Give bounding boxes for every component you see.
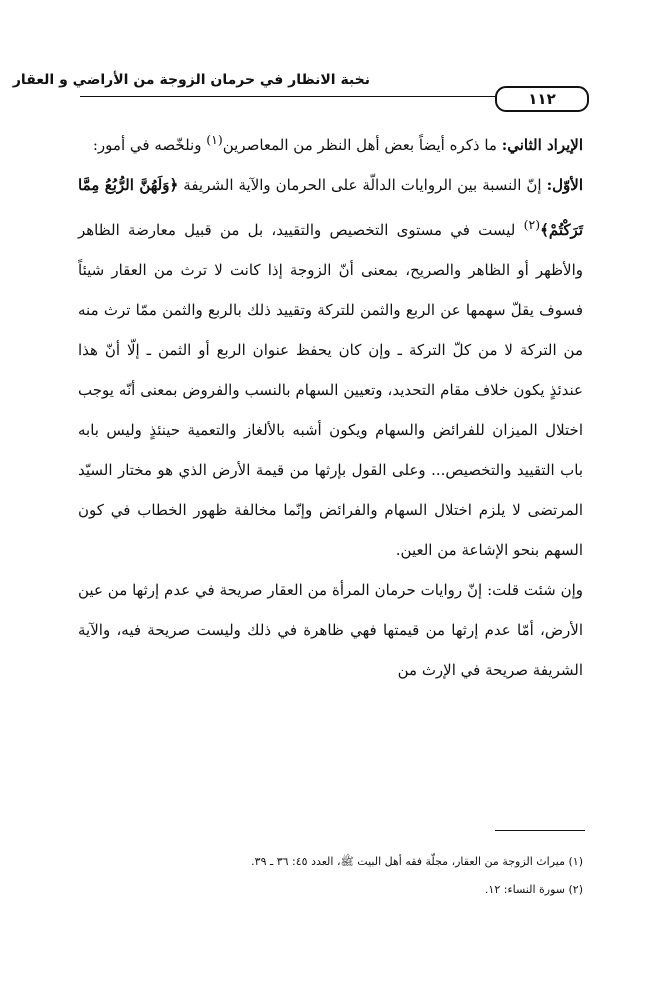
page-number: ١١٢ <box>528 90 556 108</box>
paragraph-restatement: وإن شئت قلت: إنّ روايات حرمان المرأة من العقار صريحة في عدم إرثها من عين الأرض، أمّا عدم إرثها من قيمتها فهي ظاهرة في ذلك وليست صريحة فيه، والآية الشريفة صريحة في الإرث من <box>78 581 583 679</box>
paragraph-objection-two <box>78 120 583 165</box>
footnotes <box>78 848 583 904</box>
paragraph-text: ما ذكره أيضاً بعض أهل النظر من المعاصرين <box>222 136 502 154</box>
footnote-rule <box>495 830 585 831</box>
heading-term: الإيراد الثاني: <box>501 136 583 154</box>
running-header-title: نخبة الانظار في حرمان الزوجة من الأراضي و العقار <box>12 72 370 88</box>
quran-verse: ﴿وَلَهُنَّ الرُّبُعُ مِمَّا تَرَكْتُمْ﴾ <box>78 176 583 239</box>
heading-term: الأوّل: <box>546 176 583 194</box>
paragraph-text: ونلخّصه في أمور: <box>92 136 207 154</box>
footnote-ref: (١) <box>206 132 223 147</box>
footnote-ref: (٢) <box>523 217 541 232</box>
body-text <box>78 120 583 690</box>
page-number-badge <box>495 86 589 112</box>
footnote-1: (١) ميراث الزوجة من العقار، مجلّة فقه أهل البيت ﷺ، العدد ٤٥: ٣٦ ـ ٣٩. <box>251 855 583 868</box>
paragraph-text: ليست في مستوى التخصيص والتقييد، بل من قبيل معارضة الظاهر والأظهر أو الظاهر والصريح، بمعنى أنّ الزوجة إذا كانت لا ترث من العقار شيئاً فسوف يقلّ سهمها عن الربع والثمن للتركة وتقييد ذلك بالربع والثمن ممّا ترث منه من التركة لا من كلّ التركة ـ وإن كان يحفظ عنوان الربع أو الثمن ـ إلّا أنّ هذا عندئذٍ يكون خلاف مقام التحديد، وتعيين السهام بالنسب والفروض بمعنى أنّه يوجب اختلال الميزان للفرائض والسهام ويكون أشبه بالألغاز والتعمية حينئذٍ وليس بابه باب التقييد والتخصيص... وعلى القول بإرثها من قيمة الأرض الذي هو مختار السيّد المرتضى لا يلزم اختلال السهام والفرائض وإنّما مخالفة ظهور الخطاب في كون السهم بنحو الإشاعة من العين. <box>78 221 583 559</box>
paragraph-text: إنّ النسبة بين الروايات الدالّة على الحرمان والآية الشريفة <box>178 176 547 194</box>
paragraph-first-point <box>78 165 583 570</box>
footnote-2: (٢) سورة النساء: ١٢. <box>484 883 583 896</box>
